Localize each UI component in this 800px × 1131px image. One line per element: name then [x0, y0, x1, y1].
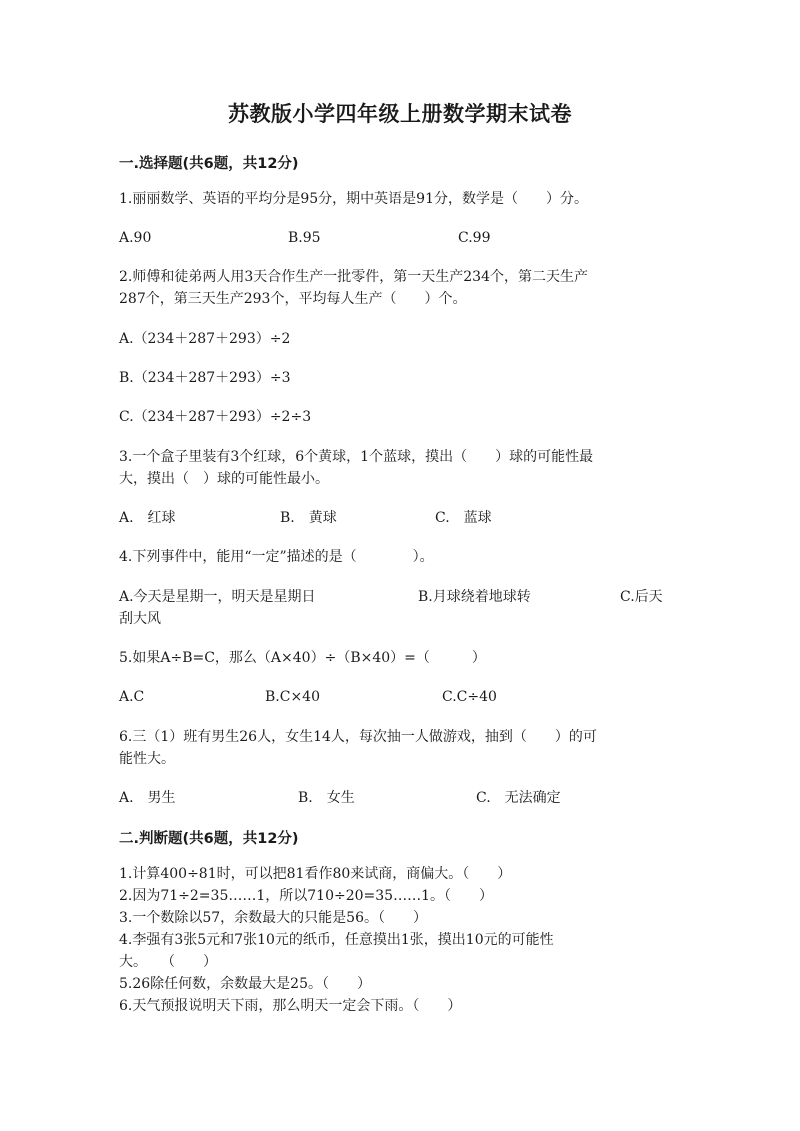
section-2-heading: 二.判断题(共6题，共12分)	[119, 831, 299, 847]
q4-option-b: B.月球绕着地球转	[418, 589, 531, 605]
q1-option-a: A.90	[119, 230, 152, 246]
q2-stem-line1: 2.师傅和徒弟两人用3天合作生产一批零件，第一天生产234个，第二天生产	[119, 269, 588, 285]
q3-option-a: A. 红球	[119, 510, 176, 526]
q5-option-a: A.C	[119, 689, 145, 705]
q2-option-b: B.（234＋287＋293）÷3	[119, 370, 291, 386]
judge-item-4-line2: 大。 （ ）	[119, 954, 217, 970]
q5-option-b: B.C×40	[265, 689, 320, 705]
q2-stem-line2: 287个，第三天生产293个，平均每人生产（ ）个。	[119, 291, 467, 307]
q1-option-b: B.95	[288, 230, 321, 246]
judge-item-6: 6.天气预报说明天下雨，那么明天一定会下雨。（ ）	[119, 998, 462, 1014]
q6-option-a: A. 男生	[119, 790, 176, 806]
q6-stem-line2: 能性大。	[119, 751, 175, 767]
judge-item-4-line1: 4.李强有3张5元和7张10元的纸币，任意摸出1张，摸出10元的可能性	[119, 932, 554, 948]
section-1-heading: 一.选择题(共6题，共12分)	[119, 156, 299, 172]
judge-item-2: 2.因为71÷2=35……1，所以710÷20=35……1。（ ）	[119, 888, 493, 904]
q3-stem-line1: 3.一个盒子里装有3个红球，6个黄球，1个蓝球，摸出（ ）球的可能性最	[119, 449, 594, 465]
q6-option-c: C. 无法确定	[476, 790, 561, 806]
q6-stem-line1: 6.三（1）班有男生26人，女生14人，每次抽一人做游戏，抽到（ ）的可	[119, 729, 597, 745]
q3-option-c: C. 蓝球	[435, 510, 492, 526]
q6-option-b: B. 女生	[298, 790, 355, 806]
exam-title: 苏教版小学四年级上册数学期末试卷	[228, 102, 572, 126]
q4-option-c-line2: 刮大风	[119, 611, 161, 627]
q3-option-b: B. 黄球	[280, 510, 337, 526]
q1-option-c: C.99	[458, 230, 491, 246]
q2-option-a: A.（234＋287＋293）÷2	[119, 331, 291, 347]
q5-option-c: C.C÷40	[442, 689, 497, 705]
q4-option-c-line1: C.后天	[620, 589, 663, 605]
judge-item-1: 1.计算400÷81时，可以把81看作80来试商，商偏大。（ ）	[119, 866, 512, 882]
judge-item-3: 3.一个数除以57，余数最大的只能是56。（ ）	[119, 910, 427, 926]
q2-option-c: C.（234＋287＋293）÷2÷3	[119, 409, 312, 425]
judge-item-5: 5.26除任何数，余数最大是25。（ ）	[119, 976, 371, 992]
q1-stem: 1.丽丽数学、英语的平均分是95分，期中英语是91分，数学是（ ）分。	[119, 191, 588, 207]
q4-stem: 4.下列事件中，能用“一定”描述的是（ ）。	[119, 549, 434, 565]
q4-option-a: A.今天是星期一，明天是星期日	[119, 589, 316, 605]
q5-stem: 5.如果A÷B=C，那么（A×40）÷（B×40）=（ ）	[119, 650, 486, 666]
q3-stem-line2: 大，摸出（ ）球的可能性最小。	[119, 471, 329, 487]
